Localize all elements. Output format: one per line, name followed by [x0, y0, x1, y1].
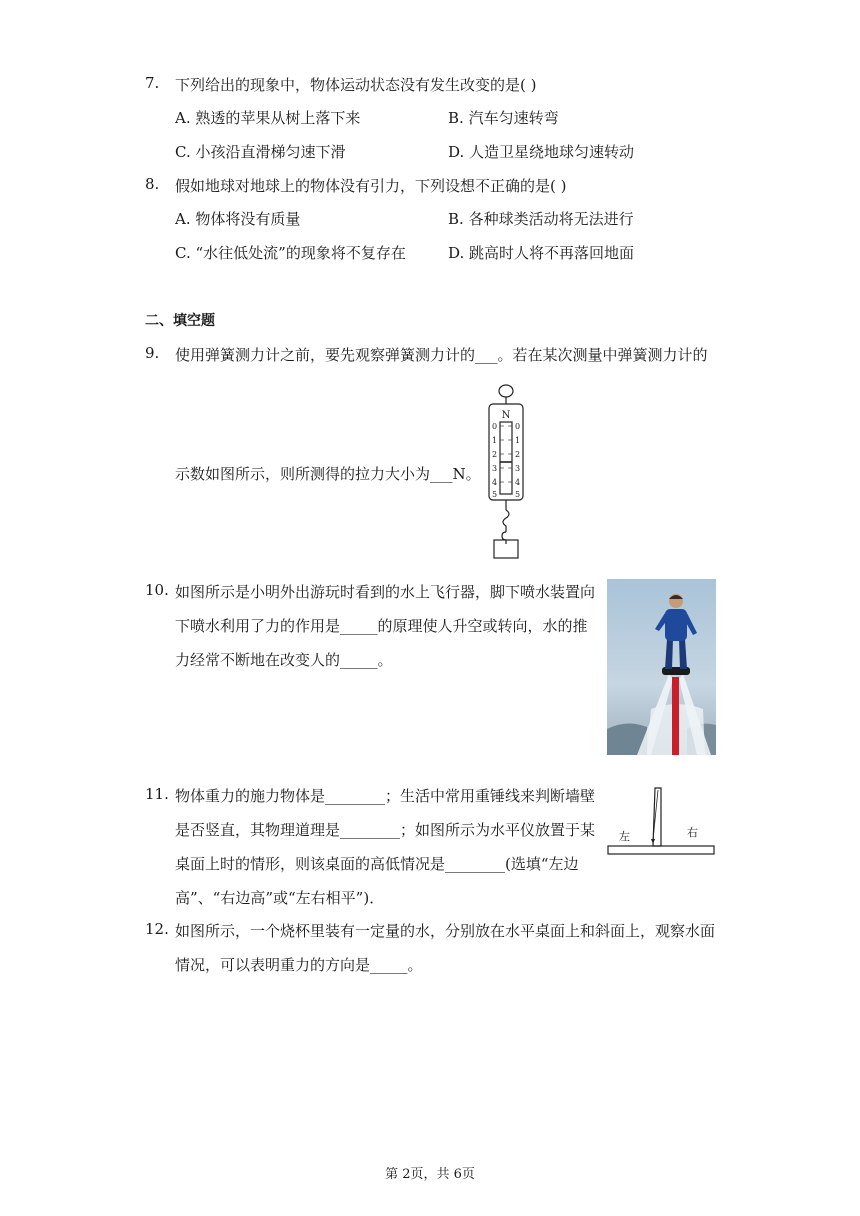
q8-option-c-text: “水往低处流”的现象将不复存在: [195, 244, 406, 262]
q11-line3: 桌面上时的情形，则该桌面的高低情况是________(选填“左边: [175, 855, 579, 873]
q12-line2: 情况，可以表明重力的方向是_____。: [175, 956, 423, 974]
level-gauge-figure: [607, 784, 717, 862]
q8-option-c-letter: C.: [175, 244, 191, 262]
q8-option-d-letter: D.: [448, 244, 465, 262]
q8-option-a-text: 物体将没有质量: [195, 210, 301, 228]
q8-option-a: [175, 208, 300, 229]
q11-line1: 物体重力的施力物体是________；生活中常用重锤线来判断墙壁: [175, 787, 596, 805]
q9-line1: 使用弹簧测力计之前，要先观察弹簧测力计的___。若在某次测量中弹簧测力计的: [175, 346, 708, 364]
q7-option-c: [175, 141, 346, 162]
scale-tick-4: 4: [492, 478, 498, 487]
q8-number: 8.: [145, 175, 160, 193]
q7-option-d-text: 人造卫星绕地球匀速转动: [469, 143, 635, 161]
q7-option-d-letter: D.: [448, 143, 465, 161]
scale-unit-label: N: [501, 410, 511, 421]
scale-tick-right-0: 0: [515, 422, 521, 431]
q10-line2: 下喷水利用了力的作用是_____的原理使人升空或转向，水的推: [175, 617, 588, 635]
q8-option-a-letter: A.: [175, 210, 191, 228]
scale-tick-right-5: 5: [515, 490, 521, 499]
q7-option-c-text: 小孩沿直滑梯匀速下滑: [195, 143, 346, 161]
q8-stem: 假如地球对地球上的物体没有引力，下列设想不正确的是( ): [175, 177, 567, 195]
q8-option-b-letter: B.: [448, 210, 464, 228]
q11-line4: 高”、“右边高”或“左右相平”)．: [175, 889, 385, 907]
q9-line2: 示数如图所示，则所测得的拉力大小为___N。: [175, 465, 481, 483]
scale-tick-right-2: 2: [515, 450, 521, 459]
q10-number: 10.: [145, 581, 169, 599]
q7-option-b-letter: B.: [448, 109, 464, 127]
q7-option-a-letter: A.: [175, 109, 191, 127]
q12-line1: 如图所示，一个烧杯里装有一定量的水，分别放在水平桌面上和斜面上，观察水面: [175, 922, 716, 940]
q7-stem: 下列给出的现象中，物体运动状态没有发生改变的是( ): [175, 76, 537, 94]
q8-option-c: [175, 242, 406, 263]
page-footer: 第 2页，共 6页: [385, 1167, 475, 1182]
q7-option-a: [175, 107, 360, 128]
scale-tick-right-3: 3: [515, 464, 521, 473]
q7-option-d: [448, 141, 634, 162]
scale-tick-2: 2: [492, 450, 498, 459]
scale-tick-5: 5: [492, 490, 498, 499]
scale-tick-1: 1: [492, 436, 498, 445]
q7-number: 7.: [145, 74, 160, 92]
spring-scale-figure: [482, 382, 542, 564]
q7-option-b: [448, 107, 559, 128]
section-heading: 二、填空题: [145, 313, 215, 329]
q7-option-c-letter: C.: [175, 143, 191, 161]
q8-option-b-text: 各种球类活动将无法进行: [468, 210, 634, 228]
scale-tick-right-1: 1: [515, 436, 521, 445]
q12-number: 12.: [145, 920, 169, 938]
q11-number: 11.: [145, 785, 169, 803]
level-right-label: 右: [687, 826, 698, 839]
water-jetpack-photo: [607, 579, 716, 755]
q8-option-b: [448, 208, 634, 229]
level-left-label: 左: [619, 830, 630, 843]
q11-line2: 是否竖直，其物理道理是________；如图所示为水平仪放置于某: [175, 821, 596, 839]
q9-number: 9.: [145, 344, 160, 362]
q7-option-b-text: 汽车匀速转弯: [468, 109, 559, 127]
q10-line3: 力经常不断地在改变人的_____。: [175, 651, 393, 669]
q7-option-a-text: 熟透的苹果从树上落下来: [195, 109, 361, 127]
q8-option-d: [448, 242, 634, 263]
q10-line1: 如图所示是小明外出游玩时看到的水上飞行器，脚下喷水装置向: [175, 583, 596, 601]
scale-tick-right-4: 4: [515, 478, 521, 487]
scale-tick-3: 3: [492, 464, 498, 473]
scale-tick-0: 0: [492, 422, 498, 431]
q8-option-d-text: 跳高时人将不再落回地面: [469, 244, 635, 262]
